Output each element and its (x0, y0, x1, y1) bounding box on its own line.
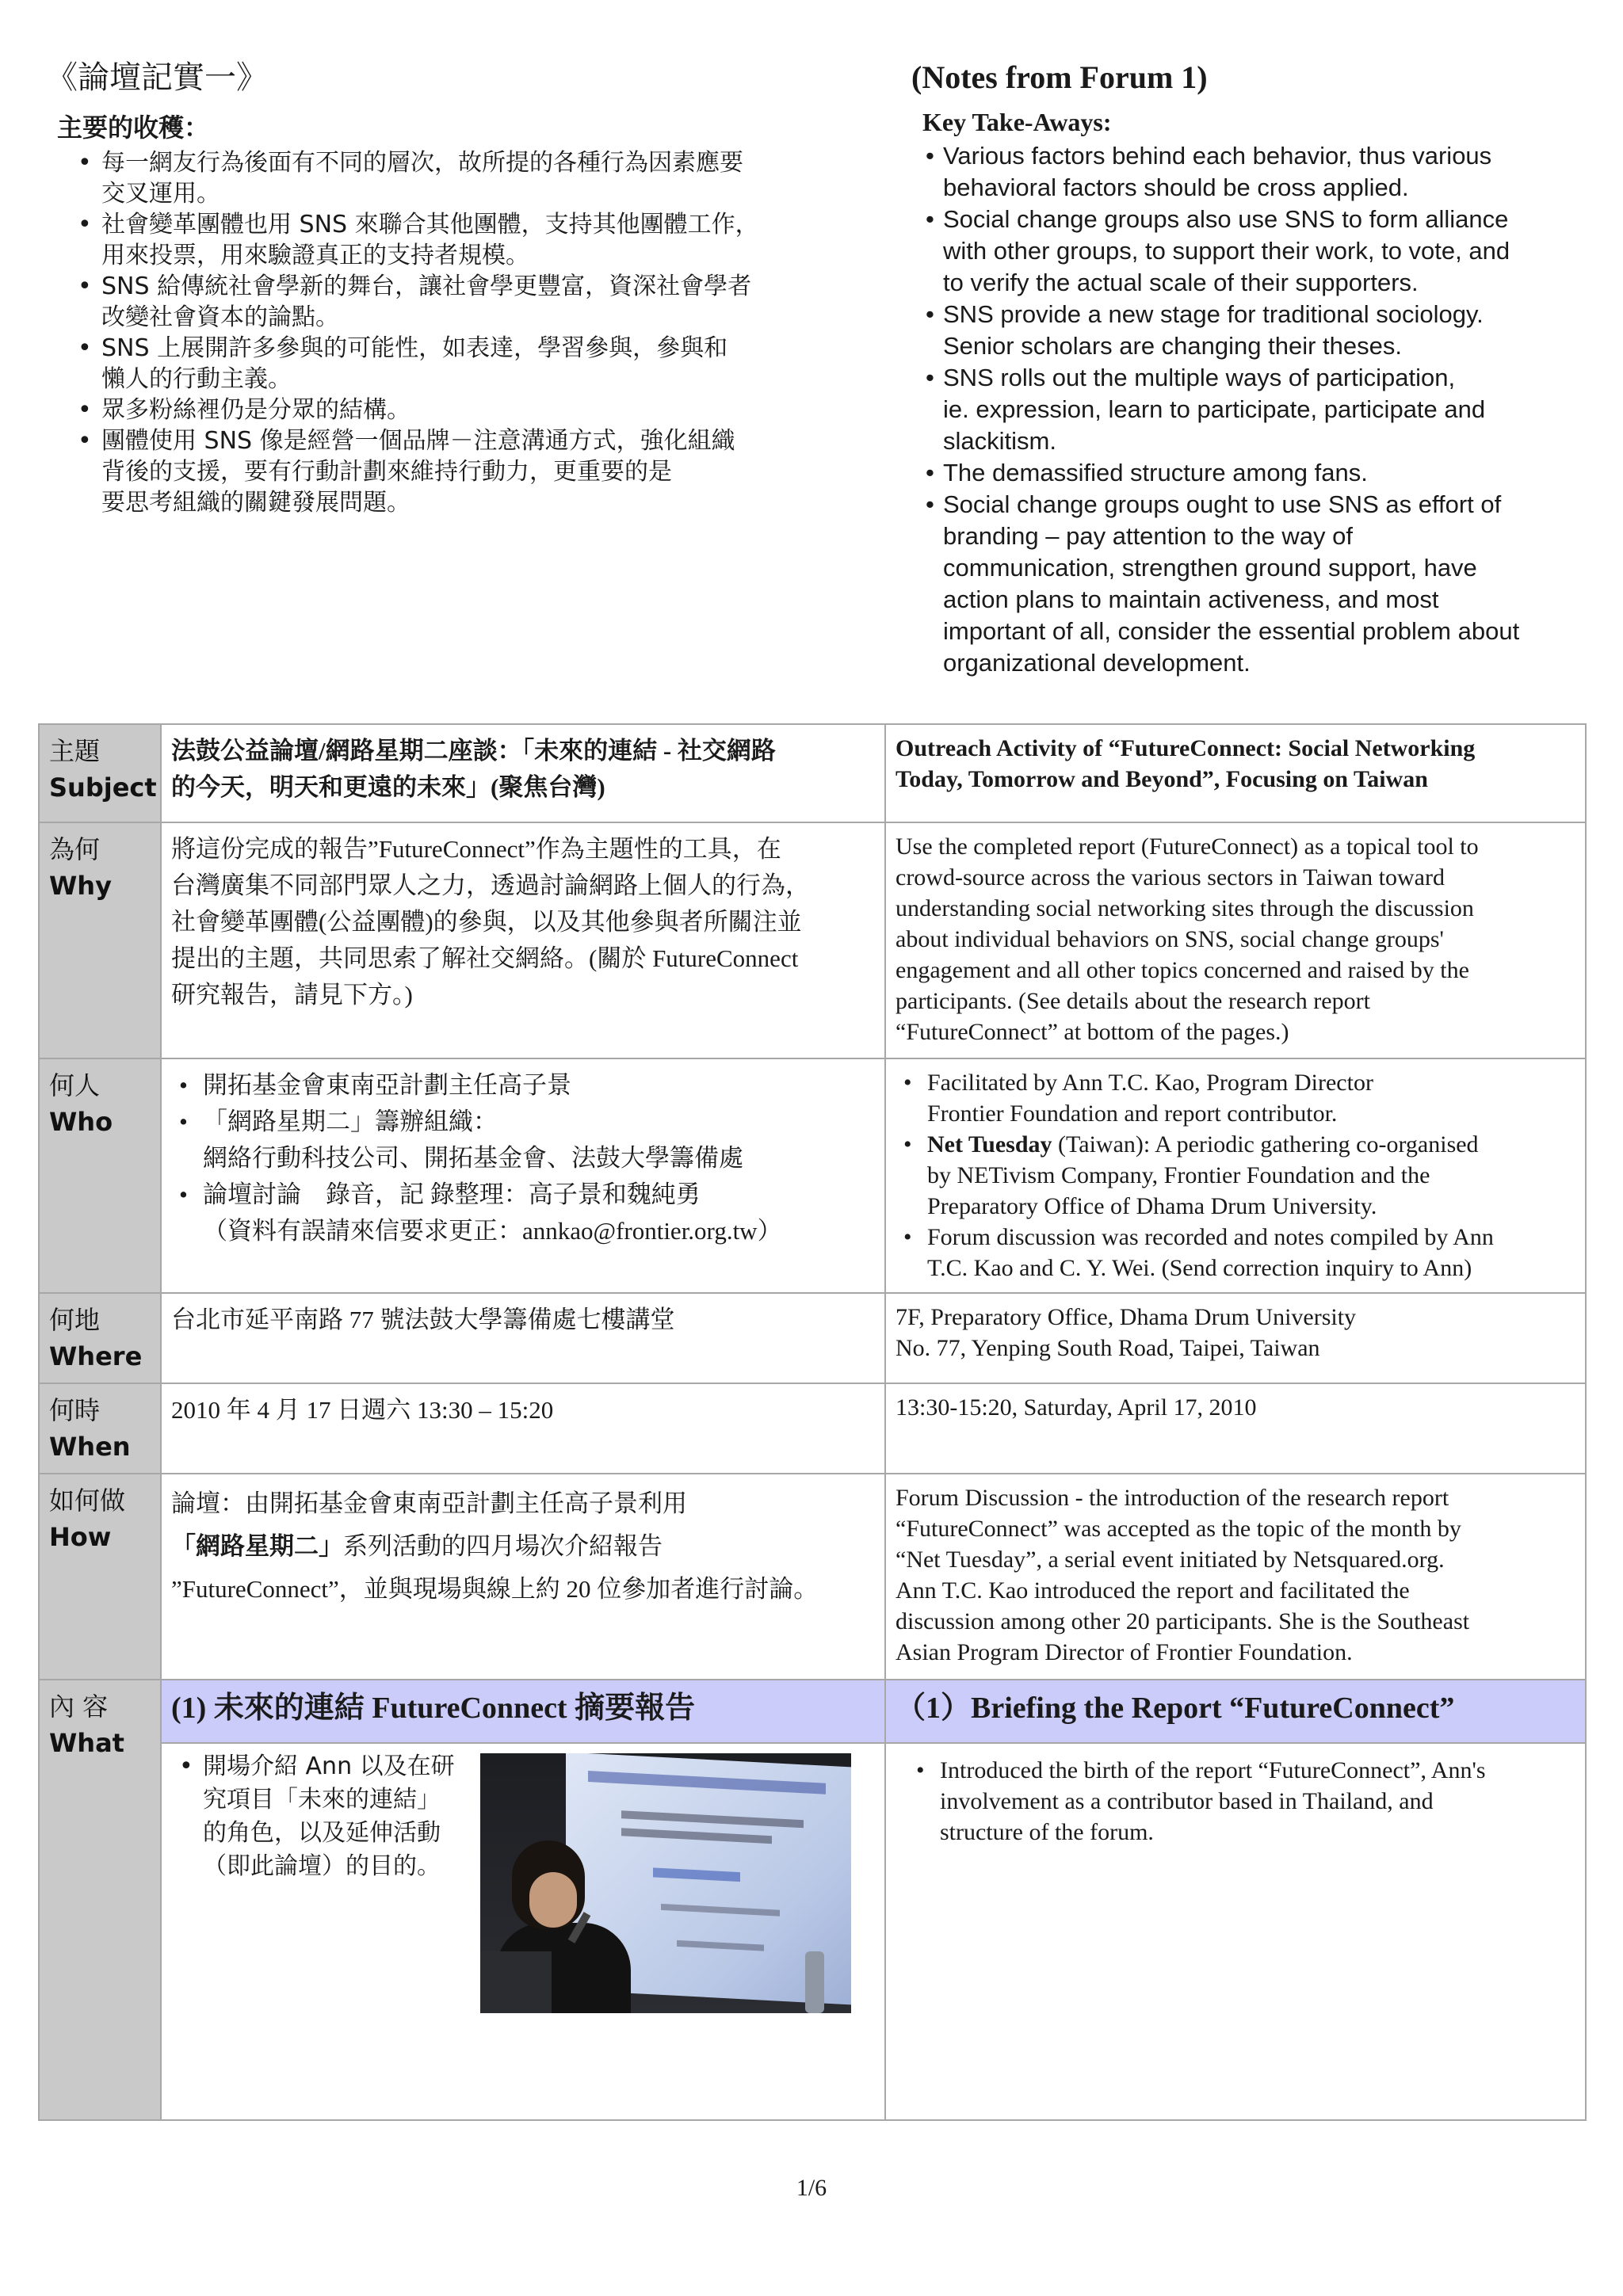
row-what-content (39, 1743, 1586, 2120)
bullet-icon: • (903, 1070, 912, 1096)
who-en-list (896, 1067, 1575, 1283)
water-bottle (805, 1951, 824, 2013)
line: 研究報告，請見下方。) (171, 981, 413, 1009)
bullet-icon: • (926, 300, 934, 328)
bullet-icon: • (78, 427, 92, 455)
label-en: What (49, 1728, 124, 1758)
takeaway-line: SNS provide a new stage for traditional sociology. (943, 300, 1484, 328)
takeaway-line: SNS 上展開許多參與的可能性，如表達，學習參與，參與和 (101, 334, 728, 362)
takeaway-line: 眾多粉絲裡仍是分眾的結構。 (101, 396, 411, 424)
label-zh: 主題 (49, 736, 101, 766)
list-item (171, 1067, 875, 1104)
bullet-icon: • (179, 1071, 188, 1099)
takeaway-item (911, 489, 1609, 679)
line-rest: 系列活動的四月場次介紹報告 (343, 1532, 663, 1560)
when-en (885, 1383, 1586, 1474)
takeaway-item (911, 362, 1609, 457)
line (171, 1525, 875, 1568)
row-where (39, 1293, 1586, 1383)
takeaway-line: 社會變革團體也用 SNS 來聯合其他團體，支持其他團體工作， (101, 211, 759, 238)
takeaway-item (911, 204, 1609, 299)
row-who (39, 1058, 1586, 1293)
why-zh (161, 822, 885, 1058)
line: engagement and all other topics concerned and raised by the (896, 957, 1469, 983)
list-item (171, 1177, 875, 1249)
takeaway-line: 用來投票，用來驗證真正的支持者規模。 (101, 242, 529, 269)
row-how (39, 1474, 1586, 1680)
podium (480, 1951, 552, 2013)
line: （資料有誤請來信要求更正：annkao@frontier.org.tw） (203, 1217, 782, 1245)
takeaway-line: 背後的支援，要有行動計劃來維持行動力，更重要的是 (101, 458, 672, 486)
net-tuesday-zh: 「網路星期二」 (171, 1532, 343, 1560)
takeaway-line: Senior scholars are changing their theses. (943, 332, 1402, 360)
line: Preparatory Office of Dhama Drum University. (927, 1193, 1377, 1219)
line: 台北市延平南路 77 號法鼓大學籌備處七樓講堂 (171, 1306, 675, 1333)
line: “FutureConnect” was accepted as the topic of the month by (896, 1516, 1461, 1542)
takeaway-line: 團體使用 SNS 像是經營一個品牌－注意溝通方式，強化組織 (101, 427, 735, 455)
takeaway-item (46, 395, 846, 425)
line: Forum Discussion - the introduction of the research report (896, 1485, 1449, 1511)
what-en (885, 1743, 1586, 2120)
what-zh-list (171, 1750, 875, 1883)
list-item (171, 1750, 875, 1883)
line: 網絡行動科技公司、開拓基金會、法鼓大學籌備處 (203, 1144, 743, 1172)
how-en (885, 1474, 1586, 1680)
line: 7F, Preparatory Office, Dhama Drum University (896, 1304, 1357, 1330)
takeaway-line: Various factors behind each behavior, thus various (943, 142, 1492, 170)
takeaway-line: to verify the actual scale of their supporters. (943, 269, 1419, 296)
takeaway-line: branding – pay attention to the way of (943, 522, 1354, 550)
label-what (39, 1680, 161, 2120)
line: （即此論壇）的目的。 (203, 1852, 441, 1880)
label-when (39, 1383, 161, 1474)
notes-title-zh: 《論壇記實一》 (46, 59, 268, 95)
takeaway-line: with other groups, to support their work, to vote, and (943, 237, 1510, 265)
where-en (885, 1293, 1586, 1383)
bullet-icon: • (926, 364, 934, 391)
list-item (896, 1067, 1575, 1129)
line: Asian Program Director of Frontier Foundation. (896, 1639, 1353, 1665)
what-heading-zh: (1) 未來的連結 FutureConnect 摘要報告 (161, 1680, 885, 1743)
who-zh (161, 1058, 885, 1293)
slide-line (677, 1940, 764, 1951)
line: 提出的主題，共同思索了解社交網絡。(關於 FutureConnect (171, 944, 799, 972)
notes-subtitle-en: Key Take-Aways: (922, 108, 1112, 136)
takeaway-line: Social change groups also use SNS to form alliance (943, 205, 1509, 233)
line: No. 77, Yenping South Road, Taipei, Taiwan (896, 1335, 1320, 1361)
line: Frontier Foundation and report contributor. (927, 1100, 1338, 1127)
line: involvement as a contributor based in Thailand, and (940, 1788, 1434, 1814)
takeaway-line: important of all, consider the essential problem about (943, 617, 1520, 645)
line: ”FutureConnect”，並與現場與線上約 20 位參加者進行討論。 (171, 1575, 819, 1603)
notes-left (46, 59, 870, 518)
takeaway-item (46, 209, 846, 271)
line: 論壇討論 錄音，記 錄整理：高子景和魏純勇 (203, 1180, 701, 1208)
bullet-icon: • (179, 1108, 188, 1135)
takeaway-item (46, 271, 846, 333)
line: Ann T.C. Kao introduced the report and facilitated the (896, 1577, 1410, 1604)
line: 究項目「未來的連結」 (203, 1786, 441, 1814)
label-where (39, 1293, 161, 1383)
label-zh: 何人 (49, 1070, 101, 1100)
row-when (39, 1383, 1586, 1474)
takeaway-line: The demassified structure among fans. (943, 459, 1368, 486)
notes-subtitle-zh: 主要的收穫： (57, 113, 210, 143)
bullet-icon: • (926, 490, 934, 518)
takeaway-item (46, 333, 846, 395)
line: by NETivism Company, Frontier Foundation and the (927, 1162, 1430, 1188)
bullet-icon: • (903, 1224, 912, 1250)
label-en: Why (49, 871, 112, 901)
bullet-icon: • (78, 273, 92, 300)
line: (Taiwan): A periodic gathering co-organised (1052, 1131, 1479, 1158)
label-zh: 如何做 (49, 1486, 126, 1516)
takeaway-item (46, 425, 846, 518)
line: understanding social networking sites through the discussion (896, 895, 1474, 921)
label-why (39, 822, 161, 1058)
line: Forum discussion was recorded and notes compiled by Ann (927, 1224, 1494, 1250)
notes-right (911, 59, 1609, 679)
why-en (885, 822, 1586, 1058)
who-zh-list (171, 1067, 875, 1249)
takeaway-line: 改變社會資本的論點。 (101, 303, 339, 331)
label-en: How (49, 1522, 112, 1552)
line: 社會變革團體(公益團體)的參與，以及其他參與者所關注並 (171, 908, 802, 936)
row-why (39, 822, 1586, 1058)
line: structure of the forum. (940, 1819, 1154, 1845)
line: Outreach Activity of “FutureConnect: Social Networking (896, 735, 1476, 761)
line: Introduced the birth of the report “FutureConnect”, Ann's (940, 1757, 1486, 1783)
takeaways-list-en (911, 140, 1609, 679)
takeaway-line: Social change groups ought to use SNS as effort of (943, 490, 1502, 518)
takeaway-line: SNS 給傳統社會學新的舞台，讓社會學更豐富，資深社會學者 (101, 273, 752, 300)
label-how (39, 1474, 161, 1680)
label-en: Where (49, 1341, 143, 1371)
how-zh (161, 1474, 885, 1680)
takeaway-item (911, 140, 1609, 204)
line: 13:30-15:20, Saturday, April 17, 2010 (896, 1394, 1257, 1421)
label-zh: 何時 (49, 1395, 101, 1425)
line: 的今天，明天和更遠的未來」(聚焦台灣) (171, 773, 605, 801)
line: discussion among other 20 participants. She is the Southeast (896, 1608, 1470, 1634)
takeaway-line: organizational development. (943, 649, 1251, 677)
takeaway-line: slackitism. (943, 427, 1056, 455)
label-en: Who (49, 1107, 113, 1137)
label-zh: 何地 (49, 1305, 101, 1335)
list-item (896, 1755, 1575, 1848)
where-zh (161, 1293, 885, 1383)
label-zh: 內 容 (49, 1691, 109, 1722)
takeaway-line: 交叉運用。 (101, 180, 220, 208)
list-item (896, 1129, 1575, 1222)
line: 論壇：由開拓基金會東南亞計劃主任高子景利用 (171, 1489, 687, 1517)
line: 「網路星期二」籌辦組織： (203, 1108, 498, 1135)
bullet-icon: • (916, 1757, 925, 1783)
line: 的角色，以及延伸活動 (203, 1819, 441, 1847)
line: crowd-source across the various sectors in Taiwan toward (896, 864, 1445, 891)
line: Facilitated by Ann T.C. Kao, Program Director (927, 1070, 1373, 1096)
takeaway-item (911, 299, 1609, 362)
label-subject (39, 724, 161, 822)
takeaway-line: 要思考組織的關鍵發展問題。 (101, 489, 411, 517)
page-number: 1/6 (796, 2175, 827, 2201)
takeaway-item (911, 457, 1609, 489)
subject-zh (161, 724, 885, 822)
bullet-icon: • (179, 1753, 193, 1780)
takeaway-line: behavioral factors should be cross applied. (943, 174, 1409, 201)
label-zh: 為何 (49, 834, 101, 864)
line: 法鼓公益論壇/網路星期二座談：「未來的連結 - 社交網路 (171, 737, 776, 765)
bullet-icon: • (78, 334, 92, 362)
list-item (171, 1104, 875, 1177)
bullet-icon: • (179, 1180, 188, 1208)
subject-en (885, 724, 1586, 822)
bullet-icon: • (903, 1131, 912, 1158)
takeaway-line: action plans to maintain activeness, and most (943, 585, 1439, 613)
bullet-icon: • (926, 459, 934, 486)
line: Use the completed report (FutureConnect) as a topical tool to (896, 833, 1479, 860)
line: “Net Tuesday”, a serial event initiated by Netsquared.org. (896, 1547, 1445, 1573)
what-en-list (896, 1755, 1575, 1848)
row-what-heading (39, 1680, 1586, 1743)
bullet-icon: • (926, 142, 934, 170)
bullet-icon: • (78, 396, 92, 424)
label-who (39, 1058, 161, 1293)
bullet-icon: • (78, 149, 92, 177)
line: 將這份完成的報告”FutureConnect”作為主題性的工具，在 (171, 835, 781, 863)
line: participants. (See details about the research report (896, 988, 1370, 1014)
forum-info-table (38, 723, 1587, 2121)
who-en (885, 1058, 1586, 1293)
slide-line (661, 1904, 780, 1917)
list-item (896, 1222, 1575, 1283)
line: 開場介紹 Ann 以及在研 (203, 1753, 455, 1780)
line: about individual behaviors on SNS, social change groups' (896, 926, 1444, 952)
takeaway-line: communication, strengthen ground support, have (943, 554, 1477, 582)
takeaway-line: 懶人的行動主義。 (101, 365, 292, 393)
takeaway-line: 每一網友行為後面有不同的層次，故所提的各種行為因素應要 (101, 149, 743, 177)
what-heading-en: （1）Briefing the Report “FutureConnect” (885, 1680, 1586, 1743)
takeaway-line: ie. expression, learn to participate, participate and (943, 395, 1486, 423)
when-zh (161, 1383, 885, 1474)
what-zh (161, 1743, 885, 2120)
label-en: Subject (49, 772, 157, 803)
takeaway-item (46, 147, 846, 209)
takeaway-line: SNS rolls out the multiple ways of participation, (943, 364, 1456, 391)
line: “FutureConnect” at bottom of the pages.) (896, 1019, 1289, 1045)
notes-title-en: (Notes from Forum 1) (911, 59, 1208, 95)
line: 2010 年 4 月 17 日週六 13:30 – 15:20 (171, 1396, 554, 1424)
takeaways-list-zh (46, 147, 870, 518)
line: 開拓基金會東南亞計劃主任高子景 (203, 1071, 571, 1099)
row-subject (39, 724, 1586, 822)
line: 台灣廣集不同部門眾人之力，透過討論網路上個人的行為， (171, 871, 810, 899)
line: Today, Tomorrow and Beyond”, Focusing on Taiwan (896, 766, 1428, 792)
line: T.C. Kao and C. Y. Wei. (Send correction inquiry to Ann) (927, 1255, 1472, 1281)
bullet-icon: • (78, 211, 92, 238)
bullet-icon: • (926, 205, 934, 233)
net-tuesday-label: Net Tuesday (927, 1131, 1052, 1158)
label-en: When (49, 1432, 131, 1462)
